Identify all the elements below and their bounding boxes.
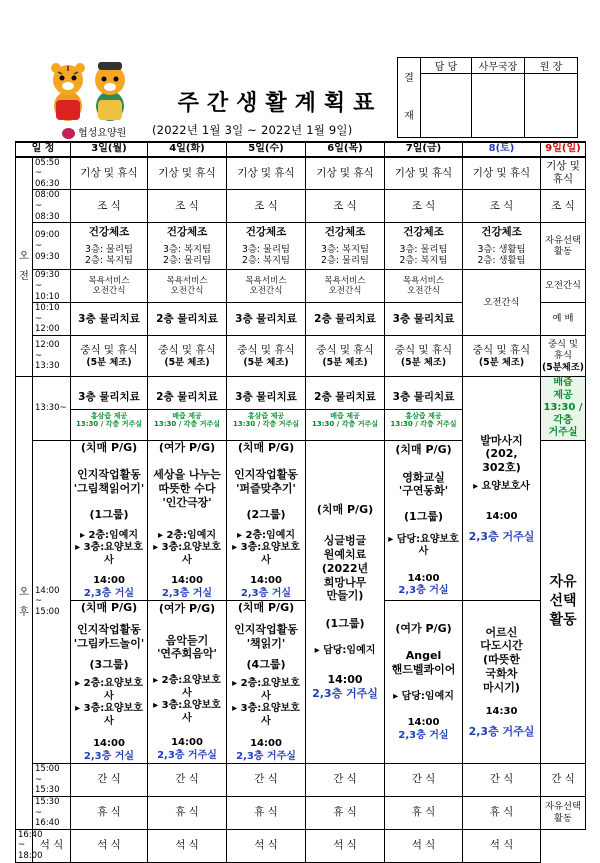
pt-mon: 3층 물리치료	[71, 303, 148, 336]
rest-pm-tue: 휴 식	[148, 796, 227, 829]
lunch-fri: 중식 및 휴식 (5분 체조)	[385, 336, 463, 377]
row-0800	[16, 190, 586, 223]
snack-sun: 간 식	[541, 764, 586, 797]
program-fri-1: (치매 P/G) 영화교실 '구연동화' (1그룹) ▸ 담당:요양보호사 14:00 2,3층 거실	[385, 440, 463, 601]
program-tue-1: (여가 P/G) 세상을 나누는 따뜻한 수다 '인간극장' ▸ 2층:임예지 ▸ 3층:요양보호사 14:00 2,3층 거실	[148, 440, 227, 601]
rest-pm-wed: 휴 식	[227, 796, 306, 829]
drinks-mon: 3층 물리치료 홍삼즙 제공 13:30 / 각층 거주실	[71, 377, 148, 441]
row-0900	[16, 223, 586, 270]
time-1640: 16:40 ~ 18:00	[16, 829, 33, 862]
mascot-logo	[46, 60, 136, 122]
drinks-tue: 2층 물리치료 배즙 제공 13:30 / 각층 거주실	[148, 377, 227, 441]
approval-side-label: 결 재	[398, 58, 421, 138]
org-logo-icon	[62, 128, 75, 139]
approval-sign-manager[interactable]	[472, 74, 525, 138]
breakfast-wed: 조 식	[227, 190, 306, 223]
header-label: 일 정	[16, 142, 71, 157]
pt-wed: 3층 물리치료	[227, 303, 306, 336]
dinner-mon: 석 식	[33, 829, 71, 862]
row-1330	[16, 377, 586, 441]
free-activity-sun-am: 자유선택 활동	[541, 223, 586, 270]
snack-tue: 간 식	[148, 764, 227, 797]
breakfast-tue: 조 식	[148, 190, 227, 223]
approval-col-staff: 담 당	[421, 58, 472, 74]
exercise-thu: 건강체조 3층: 복지팀 2층: 물리팀	[306, 223, 385, 270]
drinks-thu: 2층 물리치료 배즙 제공 13:30 / 각층 거주실	[306, 377, 385, 441]
org-name: 협성요양원	[62, 124, 126, 139]
time-0550: 05:50 ~ 06:30	[33, 157, 71, 190]
rest-wed: 기상 및 휴식	[227, 157, 306, 190]
bath-wed: 목욕서비스 오전간식	[227, 270, 306, 303]
program-wed-2: (치매 P/G) 인지작업활동 '책읽기' (4그룹) ▸ 2층:요양보호사 ▸ 3층:요양보호사 14:00 2,3층 거주실	[227, 601, 306, 764]
snack-mon: 간 식	[71, 764, 148, 797]
drinks-wed: 3층 물리치료 홍삼즙 제공 13:30 / 각층 거주실	[227, 377, 306, 441]
time-1530: 15:30 ~ 16:40	[33, 796, 71, 829]
program-thu: (치매 P/G) 싱글벙글 원예치료 (2022년 희망나무 만들기) (1그룹) ▸ 담당:임예지 14:00 2,3층 거주실	[306, 440, 385, 764]
worship-sun: 예 배	[541, 303, 586, 336]
breakfast-fri: 조 식	[385, 190, 463, 223]
breakfast-thu: 조 식	[306, 190, 385, 223]
header-row	[16, 142, 586, 157]
pt-thu: 2층 물리치료	[306, 303, 385, 336]
drinks-fri: 3층 물리치료 홍삼즙 제공 13:30 / 각층 거주실	[385, 377, 463, 441]
rest-tue: 기상 및 휴식	[148, 157, 227, 190]
tea-time-sat: 어르신 다도시간 (따뜻한 국화차 마시기) 14:30 2,3층 거주실	[463, 601, 541, 764]
dinner-sat: 석 식	[385, 829, 463, 862]
row-1500	[16, 764, 586, 797]
massage-sat: 발마사지 (202, 302호) ▸ 요양보호사 14:00 2,3층 거주실	[463, 377, 541, 601]
row-1400-b	[16, 601, 586, 764]
bath-tue: 목욕서비스 오전간식	[148, 270, 227, 303]
bath-fri: 목욕서비스 오전간식	[385, 270, 463, 303]
day-fri: 7일(금)	[385, 142, 463, 157]
lunch-sun: 중식 및 휴식 (5분체조)	[541, 336, 586, 377]
weekly-schedule-table	[15, 141, 586, 863]
exercise-mon: 건강체조 3층: 물리팀 2층: 복지팀	[71, 223, 148, 270]
rest-mon: 기상 및 휴식	[71, 157, 148, 190]
pt-tue: 2층 물리치료	[148, 303, 227, 336]
page-title: 주간생활계획표	[177, 91, 383, 116]
tiger-mascot-icon	[46, 60, 136, 122]
free-activity-sun-1530: 자유선택 활동	[541, 796, 586, 829]
day-sun: 9일(일)	[541, 142, 586, 157]
row-1530	[16, 796, 586, 829]
time-1400: 14:00 ~ 15:00	[33, 440, 71, 764]
day-tue: 4일(화)	[148, 142, 227, 157]
lunch-sat: 중식 및 휴식 (5분 체조)	[463, 336, 541, 377]
time-1200: 12:00 ~ 13:30	[33, 336, 71, 377]
time-0800: 08:00 ~ 08:30	[33, 190, 71, 223]
section-pm: 오 후	[16, 377, 33, 830]
snack-thu: 간 식	[306, 764, 385, 797]
pt-fri: 3층 물리치료	[385, 303, 463, 336]
rest-pm-fri: 휴 식	[385, 796, 463, 829]
program-mon-2: (치매 P/G) 인지작업활동 '그림카드놀이' (3그룹) ▸ 2층:요양보호사 ▸ 3층:요양보호사 14:00 2,3층 거실	[71, 601, 148, 764]
snack-fri: 간 식	[385, 764, 463, 797]
row-0550	[16, 157, 586, 190]
program-wed-1: (치매 P/G) 인지작업활동 '퍼즐맞추기' (2그룹) ▸ 2층:임예지 ▸ 3층:요양보호사 14:00 2,3층 거실	[227, 440, 306, 601]
rest-pm-sat: 휴 식	[463, 796, 541, 829]
drinks-sun: 배즙 제공 13:30 / 각층 거주실	[541, 377, 586, 441]
time-1500: 15:00 ~ 15:30	[33, 764, 71, 797]
dinner-wed: 석 식	[148, 829, 227, 862]
approval-sign-staff[interactable]	[421, 74, 472, 138]
day-sat: 8(토)	[463, 142, 541, 157]
snack-sat: 간 식	[463, 764, 541, 797]
schedule-period: (2022년 1월 3일 ~ 2022년 1월 9일)	[152, 123, 353, 137]
rest-pm-mon: 휴 식	[71, 796, 148, 829]
row-1200	[16, 336, 586, 377]
approval-box	[397, 57, 578, 138]
am-snack-sun: 오전간식	[541, 270, 586, 303]
time-1010: 10:10 ~ 12:00	[33, 303, 71, 336]
time-0900: 09:00 ~ 09:30	[33, 223, 71, 270]
breakfast-sat: 조 식	[463, 190, 541, 223]
day-mon: 3일(월)	[71, 142, 148, 157]
rest-pm-thu: 휴 식	[306, 796, 385, 829]
dinner-thu: 석 식	[227, 829, 306, 862]
lunch-mon: 중식 및 휴식 (5분 체조)	[71, 336, 148, 377]
bath-mon: 목욕서비스 오전간식	[71, 270, 148, 303]
day-thu: 6일(목)	[306, 142, 385, 157]
time-1330: 13:30~	[33, 377, 71, 441]
rest-fri: 기상 및 휴식	[385, 157, 463, 190]
am-snack-sat: 오전간식	[463, 270, 541, 336]
dinner-tue: 석 식	[71, 829, 148, 862]
breakfast-mon: 조 식	[71, 190, 148, 223]
lunch-wed: 중식 및 휴식 (5분 체조)	[227, 336, 306, 377]
rest-thu: 기상 및 휴식	[306, 157, 385, 190]
dinner-sun: 석 식	[463, 829, 541, 862]
program-fri-2: (여가 P/G) Angel 핸드벨콰이어 ▸ 담당:임예지 14:00 2,3층 거실	[385, 601, 463, 764]
program-mon-1: (치매 P/G) 인지작업활동 '그림책읽어기' (1그룹) ▸ 2층:임예지 ▸ 3층:요양보호사 14:00 2,3층 거실	[71, 440, 148, 601]
approval-col-director: 원 장	[525, 58, 578, 74]
lunch-thu: 중식 및 휴식 (5분 체조)	[306, 336, 385, 377]
time-0930: 09:30 ~ 10:10	[33, 270, 71, 303]
dinner-fri: 석 식	[306, 829, 385, 862]
rest-sun: 기상 및 휴식	[541, 157, 586, 190]
program-tue-2: (여가 P/G) 음악듣기 '연주회음악' ▸ 2층:요양보호사 ▸ 3층:요양보호사 14:00 2,3층 거주실	[148, 601, 227, 764]
approval-col-manager: 사무국장	[472, 58, 525, 74]
snack-wed: 간 식	[227, 764, 306, 797]
exercise-wed: 건강체조 3층: 물리팀 2층: 복지팀	[227, 223, 306, 270]
approval-sign-director[interactable]	[525, 74, 578, 138]
section-am: 오 전	[16, 157, 33, 377]
free-activity-sun-pm: 자유 선택 활동	[541, 440, 586, 764]
exercise-fri: 건강체조 3층: 물리팀 2층: 복지팀	[385, 223, 463, 270]
row-0930	[16, 270, 586, 303]
breakfast-sun: 조 식	[541, 190, 586, 223]
lunch-tue: 중식 및 휴식 (5분 체조)	[148, 336, 227, 377]
row-1640	[16, 829, 586, 862]
day-wed: 5일(수)	[227, 142, 306, 157]
bath-thu: 목욕서비스 오전간식	[306, 270, 385, 303]
exercise-tue: 건강체조 3층: 복지팀 2층: 물리팀	[148, 223, 227, 270]
exercise-sat: 건강체조 3층: 생활팀 2층: 생활팀	[463, 223, 541, 270]
rest-sat: 기상 및 휴식	[463, 157, 541, 190]
